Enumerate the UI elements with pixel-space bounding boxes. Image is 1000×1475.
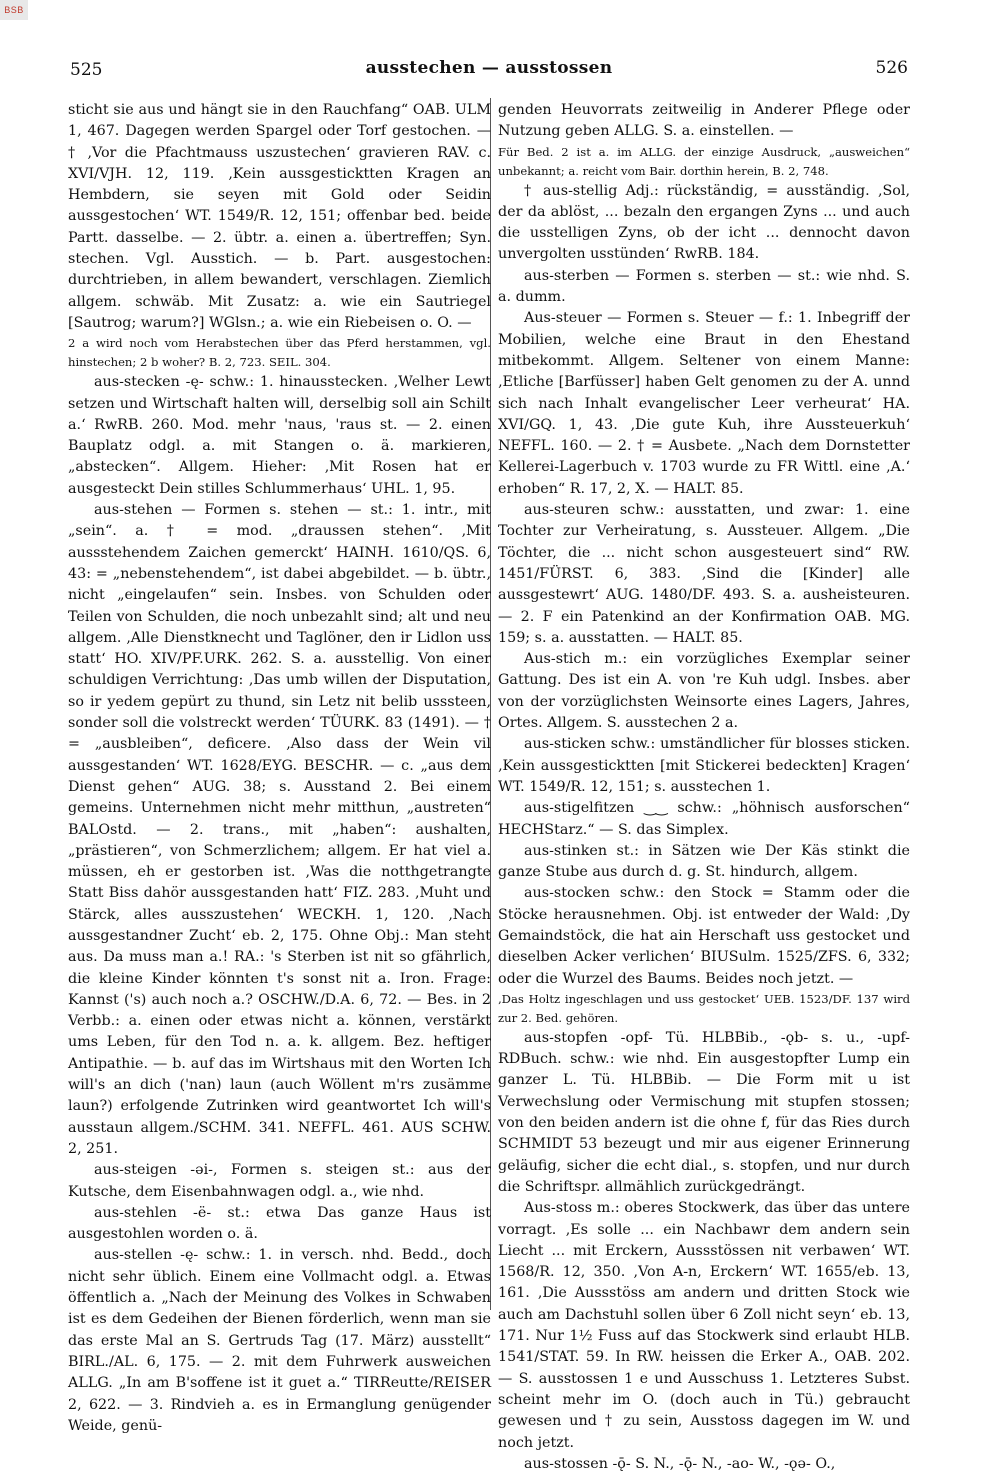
library-stamp: BSB — [0, 0, 28, 20]
dictionary-entry: aus-stinken st.: in Sätzen wie Der Käs stinkt die ganze Stube aus durch d. g. St. hindurch, allgem. — [498, 842, 910, 881]
dictionary-entry: aus-sterben — Formen s. sterben — st.: wie nhd. S. a. dumm. — [498, 267, 910, 306]
dictionary-entry: Aus-steuer — Formen s. Steuer — f.: 1. Inbegriff der Mobilien, welche eine Braut in den Ehestand mitbekommt. Allgem. Seltener von einem Manne: ‚Etliche [Barfüsser] haben Gelt genomen zu der A. unnd sich nach Inhalt evangelischer Leer verheurat‘ HA. XVI/GQ. 1, 43. ‚Die gute Kuh, ihre Aussteuerkuh‘ NEFFL. 160. — 2. † = Ausbete. „Nach dem Dornstetter Kellerei-Lagerbuch v. 1703 wurde zu FR Wittl. eine ‚A.‘ erhoben“ R. 17, 2, X. — HALT. 85. — [498, 310, 910, 497]
dictionary-entry: aus-steigen -əi-, Formen s. steigen st.: aus der Kutsche, dem Eisenbahnwagen odgl. a., wie nhd. — [68, 1162, 491, 1200]
dictionary-entry: aus-stehlen -ë- st.: etwa Das ganze Haus ist ausgestohlen worden o. ä. — [68, 1204, 491, 1243]
page-header — [70, 58, 908, 84]
footnote-paragraph: Für Bed. 2 ist a. im ALLG. der einzige Ausdruck, „ausweichen“ unbekannt; a. reicht vom Bair. dorthin herein, B. 2, 748. — [498, 144, 910, 178]
dictionary-entry: Aus-stich m.: ein vorzügliches Exemplar seiner Gattung. Des ist ein A. von 're Kuh udgl. Insbes. aber von der vorzüglichsten Weinsorte eines Lagers, Jahres, Ortes. Allgem. S. ausstechen 2 a. — [498, 651, 910, 732]
dictionary-entry: aus-stopfen -opf- Tü. HLBBib., -ǫb- s. u., -upf- RDBuch. schw.: wie nhd. Ein ausgestopfter Lump ein ganzer L. Tü. HLBBib. — Die Form mit u ist Verwechslung oder Vermischung mit stupfen stossen; von den beiden andern ist die ohne f, für das Ries durch SCHMIDT 53 bezeugt und mir aus eigener Erinnerung geläufig, sicher die echt dial., s. stopfen, und nur durch die Schriftspr. allmählich zurückgedrängt. — [498, 1029, 910, 1195]
dictionary-entry: aus-stigelfitzen ‿‿ schw.: „höhnisch ausforschen“ HECHStarz.“ — S. das Simplex. — [498, 800, 910, 838]
dictionary-entry: genden Heuvorrats zeitweilig in Anderer Pflege oder Nutzung geben ALLG. S. a. einstellen. — — [498, 102, 910, 140]
left-column — [68, 100, 491, 1437]
right-column — [498, 100, 910, 1475]
dictionary-entry: aus-stocken schw.: den Stock = Stamm oder die Stöcke herausnehmen. Obj. ist entweder der Wald: ‚Dy Gemaindstöck, die hat ain Herschaft uss gestocket und dieselben Acker verlichen‘ BIUSulm. 1525/ZFS. 6, 332; oder die Wurzel des Baums. Beides noch jetzt. — — [498, 885, 910, 987]
dictionary-entry: sticht sie aus und hängt sie in den Rauchfang“ OAB. ULM 1, 467. Dagegen werden Spargel oder Torf gestochen. — † ‚Vor die Pfachtmauss uszustechen‘ gravieren RAV. c. XVI/VJH. 12, 119. ‚Kein aussgesticktten Kragen an Hembdern, sie seyen mit Gold oder Seidin aussgestochen‘ WT. 1549/R. 12, 151; offenbar bed. beide Partt. dasselbe. — 2. übtr. a. einen a. übertreffen; Syn. stechen. Vgl. Ausstich. — b. Part. ausgestochen: durchtrieben, in allem bewandert, verschlagen. Ziemlich allgem. schwäb. Mit Zusatz: a. wie ein Sautriegel [Sautrog; warum?] WGlsn.; a. wie ein Riebeisen o. O. — — [68, 102, 491, 331]
dictionary-entry: aus-stehen — Formen s. stehen — st.: 1. intr., mit „sein“. a. † = mod. „draussen stehen“. ‚Mit aussstehendem Zaichen gemerckt‘ HAINH. 1610/QS. 6, 43: = „nebenstehendem“, ist dabei abgebildet. — b. übtr., nicht „eingelaufen“ sein. Insbes. von Schulden oder Teilen von Schulden, die noch unbezahlt sind; alt und neu allgem. ‚Alle Dienstknecht und Taglöner, den ir Lidlon uss statt‘ HO. XIV/PF.URK. 262. S. a. ausstellig. Von einer schuldigen Verrichtung: ‚Das umb willen der Disputation, so ir yedem gepürt zu thund, sin Letz nit belib usssteen, sonder soll die volstreckt werden‘ TÜURK. 83 (1491). — † = „ausbleiben“, deficere. ‚Also dass der Wein vil aussgestanden‘ WT. 1628/EYG. BESCHR. — c. „aus dem Dienst gehen“ AUG. 38; s. Ausstand 2. Bei einem gemeins. Unternehmen nicht mehr mitthun, „austreten“ BALOstd. — 2. trans., mit „haben“: aushalten, „prästieren“, von Schmerzlichem; allgem. Er hat viel a. müssen, eh er gestorben ist. ‚Was die notthgetrangte Statt Biss dahör aussgestanden hatt‘ FIZ. 283. ‚Muht und Stärck, alles ausszustehen‘ WECKH. 1, 120. ‚Nach aussgestandner Zucht‘ eb. 2, 175. Ohne Obj.: Man steht aus. Da muss man a.! RA.: 's Sterben ist nit so gfährlich, die kleine Kinder könnten t's sonst nit a. Iron. Frage: Kannst ('s) auch noch a.? OSCHW./D.A. 6, 72. — Bes. in 2 Verbb.: a. einen oder etwas nicht a. können, verstärkt ums Leben, für den Tod n. a. k. allgem. Bez. heftiger Antipathie. — b. auf das im Wirtshaus mit den Worten Ich will's an dich ('nan) laun (auch Wöllent m'rs zusämme laun?) erfolgende Zutrinken wird geantwortet Ich will's ausstaun allgem./SCHM. 341. NEFFL. 461. AUS SCHW. 2, 251. — [68, 502, 491, 1157]
dictionary-entry: † aus-stellig Adj.: rückständig, = ausständig. ‚Sol, der da ablöst, ... bezaln den ergangen Zyns ... und auch die usstelligen Zyns, ob der icht ... dennocht davon unvergolten usstünden‘ RwRB. 184. — [498, 182, 910, 263]
dictionary-entry: aus-steuren schw.: ausstatten, und zwar: 1. eine Tochter zur Verheiratung, s. Aussteuer. Allgem. „Die Töchter, die ... nicht schon ausgesteuert sind“ RW. 1451/FÜRST. 6, 383. ‚Sind die [Kinder] alle aussgestewrt‘ AUG. 1480/DF. 493. S. a. ausheisteuren. — 2. F ein Patenkind an der Konfirmation OAB. MG. 159; s. a. ausstatten. — HALT. 85. — [498, 502, 910, 646]
footnote-paragraph: 2 a wird noch vom Herabstechen über das Pferd herstammen, vgl. hinstechen; 2 b woher? B. 2, 723. SEIL. 304. — [68, 336, 491, 370]
dictionary-entry: aus-stellen -ę- schw.: 1. in versch. nhd. Bedd., doch nicht sehr üblich. Einem eine Vollmacht odgl. a. Etwas öffentlich a. „Nach der Meinung des Volkes in Schwaben ist es dem Gedeihen der Bienen förderlich, wenn man sie das erste Mal an S. Gertruds Tag (17. März) ausstellt“ BIRL./AL. 6, 175. — 2. mit dem Fuhrwerk ausweichen ALLG. „In am B'soffene ist it guet a.“ TIRReutte/REISER 2, 622. — 3. Rindvieh a. es in Ermanglung genügender Weide, genü- — [68, 1247, 491, 1434]
dictionary-entry: aus-stecken -ę- schw.: 1. hinausstecken. ‚Welher Lewt setzen und Wirtschaft halten will, derselbig soll ain Schilt a.‘ RwRB. 260. Mod. mehr 'naus, 'raus st. — 2. einen Bauplatz odgl. a. mit Stangen o. ä. markieren, „abstecken“. Allgem. Hieher: ‚Mit Rosen hat er ausgesteckt Dein stilles Schlummerhaus‘ UHL. 1, 95. — [68, 374, 491, 497]
page-number-left: 525 — [70, 60, 103, 80]
footnote-paragraph: ‚Das Holtz ingeschlagen und uss gestocket‘ UEB. 1523/DF. 137 wird zur 2. Bed. gehören. — [498, 991, 910, 1025]
dictionary-entry: Aus-stoss m.: oberes Stockwerk, das über das untere vorragt. ‚Es solle ... ein Nachbawr dem andern sein Liecht ... mit Erckern, Aussstössen nit verbawen‘ WT. 1568/R. 12, 350. ‚Von A-n, Erckern‘ WT. 1655/eb. 13, 161. ‚Die Aussstöss am andern und dritten Stock wie auch am Dachstuhl sollen über 6 Zoll nicht seyn‘ eb. 13, 171. Nur 1½ Fuss auf das Stockwerk sind erlaubt HLB. 1541/STAT. 59. In RW. heissen die Erker A., OAB. 202. — S. ausstossen 1 e und Ausschuss 1. Letzteres Subst. scheint mehr im O. (doch auch in Tü.) gebraucht gewesen und † zu sein, Ausstoss dagegen im W. und noch jetzt. — [498, 1200, 910, 1451]
dictionary-entry: aus-stossen -ǭ- S. N., -ǭ- N., -ao- W., -ǫə- O., — [524, 1455, 836, 1472]
running-title: ausstechen — ausstossen — [365, 58, 613, 78]
page-number-right: 526 — [875, 58, 908, 78]
dictionary-entry: aus-sticken schw.: umständlicher für blosses sticken. ‚Kein aussgesticktten [mit Stickerei bedeckten] Kragen‘ WT. 1549/R. 12, 151; s. ausstechen 1. — [498, 736, 910, 795]
